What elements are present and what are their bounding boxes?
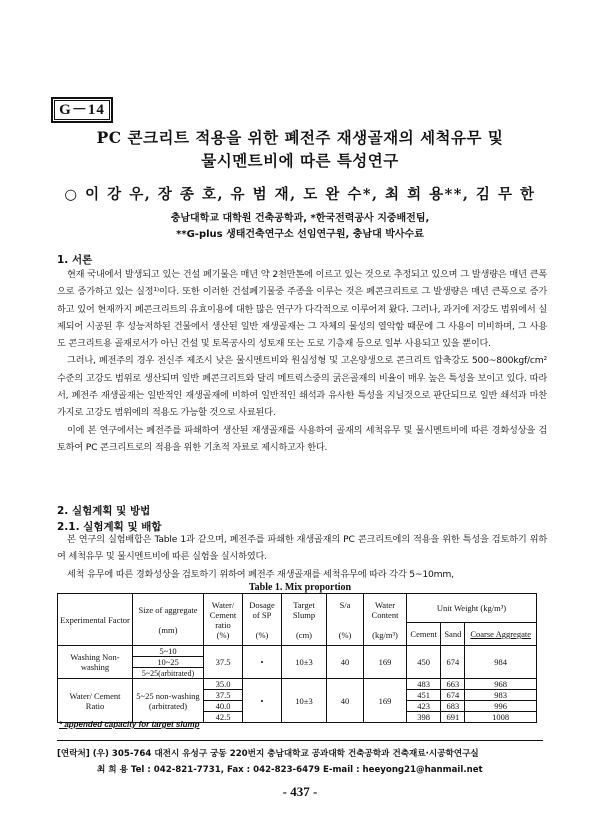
cell-coarse: 984: [465, 646, 537, 679]
table-header-row: [58, 594, 537, 623]
cell-sa: 40: [327, 679, 364, 723]
cell-slump: 10±3: [282, 679, 327, 723]
cell-size: 5~10: [133, 646, 204, 657]
paper-title-line-2: 물시멘트비에 따른 특성연구: [201, 151, 399, 170]
header-sand: Sand: [441, 623, 465, 646]
experiment-paragraph-2: 세척 유무에 따른 경화성상을 검토하기 위하여 폐전주 재생골재를 세척유무에 따라 각각 5~10mm,: [67, 568, 454, 580]
cell-sand: 691: [441, 712, 465, 723]
cell-sand: 674: [441, 690, 465, 701]
mix-proportion-table: [57, 593, 537, 723]
header-unit-weight: Unit Weight (kg/m³): [407, 594, 537, 623]
cell-water: 169: [364, 646, 407, 679]
contact-line-2: 최 희 용 Tel : 042-821-7731, Fax : 042-823-6479 E-mail : heeyong21@hanmail.net: [97, 765, 483, 775]
cell-cement: 398: [407, 712, 441, 723]
intro-paragraph-1: 현재 국내에서 발생되고 있는 건설 폐기물은 매년 약 2천만톤에 이르고 있는 것으로 추정되고 있으며 그 발생량은 매년 큰폭으로 증가하고 있는 실정¹⁾이다. 또한 이러한 건설폐기물중 주종을 이루는 것은 폐콘크리트로 그 발생량은 매년 큰폭으로 증가하고 있어 현재까지 폐콘크리트의 유효이용에 대한 많은 연구가 다각적으로 이루어져 왔다. 그러나, 과거에 저강도 범위에서 실제되어 시공된 후 성능저하된 건물에서 생산된 일반 재생골재는 그 자체의 물성의 열악함 때문에 그 사용이 미비하며, 그 사용도 콘크리트용 골재로서가 아닌 건설 및 토목공사의 성토재 또는 도로 기층재 등으로 일부 사용되고 있을 뿐이다.: [57, 269, 547, 350]
cell-sand: 663: [441, 679, 465, 690]
cell-factor-wc-ratio: Water/ Cement Ratio: [58, 679, 133, 723]
cell-sand: 683: [441, 701, 465, 712]
header-cement: Cement: [407, 623, 441, 646]
cell-wc: 42.5: [204, 712, 243, 723]
affiliation-line-2: **G-plus 생태건축연구소 선임연구원, 충남대 박사수료: [176, 229, 424, 240]
cell-water: 169: [364, 679, 407, 723]
introduction-body: [57, 266, 547, 456]
intro-paragraph-2: 그러나, 폐전주의 경우 전신주 제조시 낮은 물시멘트비와 원심성형 및 고온양생으로 콘크리트 압축강도 500~800kgf/cm² 수준의 고강도 범위로 생산되며 일반 폐콘크리트와 달리 메트릭스중의 굵은골재의 비율이 매우 높은 특성을 보이고 있다. 따라서, 폐전주 재생골재는 일반적인 재생골재에 비하여 일반적인 쇄석과 유사한 특성을 지닐것으로 판단되므로 일반 쇄석과 마찬가지로 고강도 범위에의 적용도 가능할 것으로 사료된다.: [57, 355, 547, 419]
cell-coarse: 996: [465, 701, 537, 712]
section-heading-introduction: 1. 서론: [57, 254, 93, 266]
cell-coarse: 983: [465, 690, 537, 701]
header-wc: Water/ Cement ratio (%): [204, 594, 243, 646]
cell-factor-washing: Washing Non-washing: [58, 646, 133, 679]
cell-cement: 423: [407, 701, 441, 712]
header-factor: Experimental Factor: [58, 594, 133, 646]
subsection-heading-mix: 2.1. 실험계획 및 배합: [57, 521, 162, 533]
header-water: Water Content (kg/m³): [364, 594, 407, 646]
experiment-body: [57, 531, 547, 583]
cell-cement: 483: [407, 679, 441, 690]
cell-wc: 40.0: [204, 701, 243, 712]
cell-wc: 35.0: [204, 679, 243, 690]
header-sa: S/a (%): [327, 594, 364, 646]
cell-sp: •: [243, 679, 282, 723]
page-number: - 437 -: [282, 784, 318, 799]
cell-size: 5~25 non-washing (arbitrated): [133, 679, 204, 723]
cell-wc: 37.5: [204, 646, 243, 679]
cell-cement: 451: [407, 690, 441, 701]
cell-slump: 10±3: [282, 646, 327, 679]
paper-title-line-1: PC 콘크리트 적용을 위한 폐전주 재생골재의 세척유무 및: [96, 128, 504, 147]
table-row: [58, 646, 537, 657]
header-size: Size of aggregate (mm): [133, 594, 204, 646]
table-row: [58, 679, 537, 690]
cell-sand: 674: [441, 646, 465, 679]
intro-paragraph-3: 이에 본 연구에서는 폐전주를 파쇄하여 생산된 재생골재를 사용하여 골재의 세척유무 및 물시멘트비에 따른 경화성상을 검토하여 PC 콘크리트로의 적용을 위한 기초적 자료로 제시하고자 한다.: [57, 424, 547, 453]
header-slump: Target Slump (cm): [282, 594, 327, 646]
cell-size: 5~25(arbitrated): [133, 668, 204, 679]
affiliation-line-1: 충남대학교 대학원 건축공학과, *한국전력공사 지중배전팀,: [170, 213, 430, 224]
author-list: ○ 이 강 우, 장 종 호, 유 범 재, 도 완 수*, 최 희 용**, 김 무 한: [64, 186, 536, 203]
footer-divider: [57, 740, 543, 741]
cell-sa: 40: [327, 646, 364, 679]
table-caption: Table 1. Mix proportion: [248, 582, 352, 593]
contact-line-1: [연락처] (우) 305-764 대전시 유성구 궁동 220번지 충남대학교 공과대학 건축공학과 건축재료·시공학연구실: [57, 749, 479, 759]
paper-code-badge: G－14: [51, 97, 113, 123]
experiment-paragraph-1: 본 연구의 실험배합은 Table 1과 같으며, 폐전주를 파쇄한 재생골재의 PC 콘크리트에의 적용을 위한 특성을 검토하기 위하여 세척유무 및 물시멘트비에 따른 실험을 실시하였다.: [57, 534, 547, 563]
cell-sp: •: [243, 646, 282, 679]
header-coarse: Coarse Aggregate: [465, 623, 537, 646]
cell-size: 10~25: [133, 657, 204, 668]
cell-cement: 450: [407, 646, 441, 679]
cell-wc: 37.5: [204, 690, 243, 701]
table-footnote: * appended capacity for target slump: [59, 720, 200, 729]
header-sp: Dosage of SP (%): [243, 594, 282, 646]
cell-coarse: 968: [465, 679, 537, 690]
cell-coarse: 1008: [465, 712, 537, 723]
section-heading-experiment: 2. 실험계획 및 방법: [57, 505, 151, 517]
